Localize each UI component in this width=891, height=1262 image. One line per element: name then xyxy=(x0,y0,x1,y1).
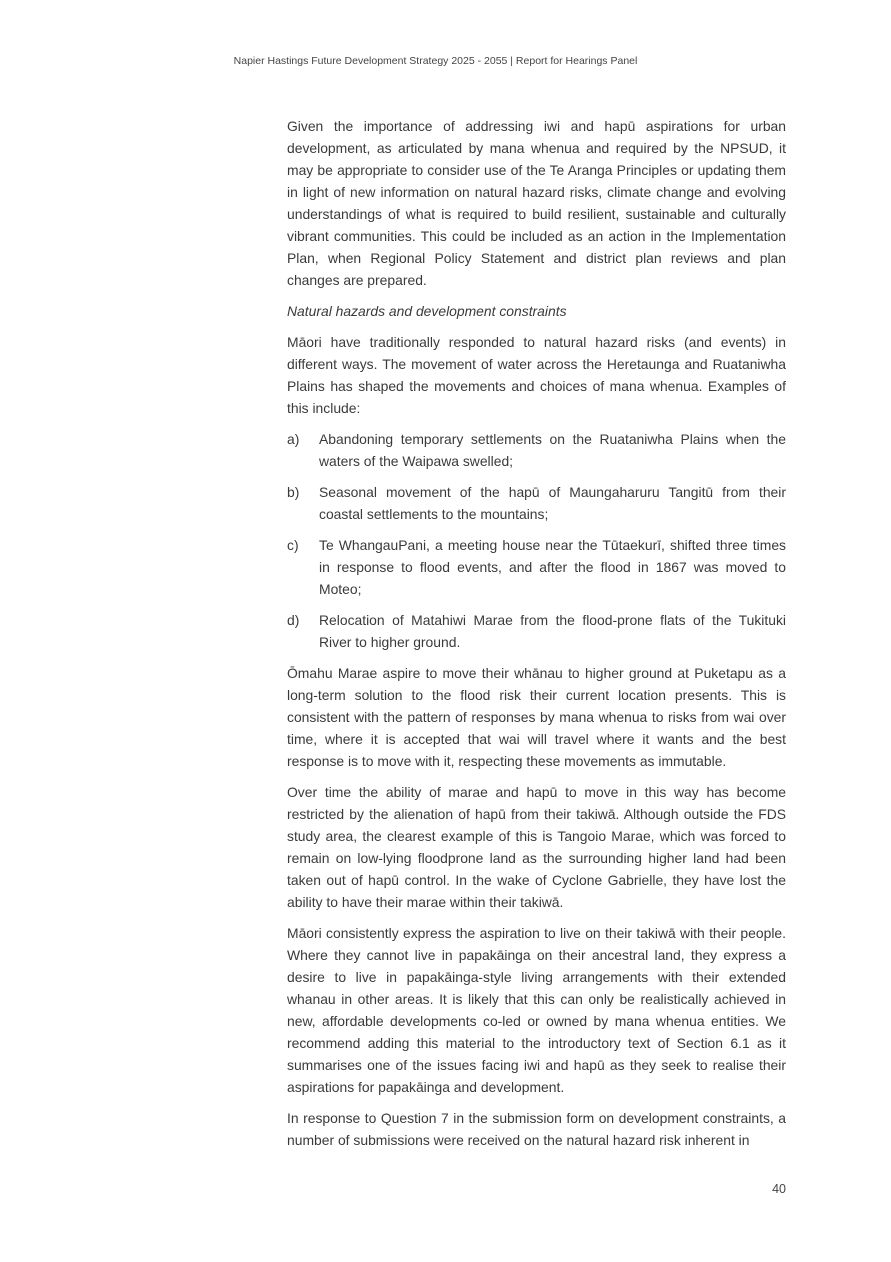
list-marker: b) xyxy=(287,484,300,500)
paragraph-intro: Māori have traditionally responded to natural hazard risks (and events) in different ways. The movement of water across the Heretaunga and Ruataniwha Plains has shaped the movements and choices of mana whenua. Examples of this include: xyxy=(287,334,786,416)
examples-list xyxy=(287,428,786,653)
list-item xyxy=(287,428,786,472)
paragraph-alienation: Over time the ability of marae and hapū to move in this way has become restricted by the alienation of hapū from their takiwā. Although outside the FDS study area, the clearest example of this is Tangoio Marae, which was forced to remain on low-lying floodprone land as the surrounding higher land had been taken out of hapū control. In the wake of Cyclone Gabrielle, they have lost the ability to have their marae within their takiwā. xyxy=(287,784,786,910)
paragraph-papakainga: Māori consistently express the aspiration to live on their takiwā with their people. Where they cannot live in papakāinga on their ancestral land, they express a desire to live in papakāinga-style living arrangements with their extended whanau in other areas. It is likely that this can only be realistically achieved in new, affordable developments co-led or owned by mana whenua entities. We recommend adding this material to the introductory text of Section 6.1 as it summarises one of the issues facing iwi and hapū as they seek to realise their aspirations for papakāinga and development. xyxy=(287,925,786,1095)
paragraph-question-7: In response to Question 7 in the submission form on development constraints, a number of submissions were received on the natural hazard risk inherent in xyxy=(287,1110,786,1148)
list-item xyxy=(287,534,786,600)
running-header: Napier Hastings Future Development Strategy 2025 - 2055 | Report for Hearings Panel xyxy=(233,55,638,67)
list-marker: a) xyxy=(287,431,300,447)
paragraph-te-aranga: Given the importance of addressing iwi and hapū aspirations for urban development, as articulated by mana whenua and required by the NPSUD, it may be appropriate to consider use of the Te Aranga Principles or updating them in light of new information on natural hazard risks, climate change and evolving understandings of what is required to build resilient, sustainable and culturally vibrant communities. This could be included as an action in the Implementation Plan, when Regional Policy Statement and district plan reviews and plan changes are prepared. xyxy=(287,118,786,288)
list-item-text: Te WhangauPani, a meeting house near the Tūtaekurī, shifted three times in response to flood events, and after the flood in 1867 was moved to Moteo; xyxy=(319,537,786,597)
list-item xyxy=(287,481,786,525)
list-item-text: Relocation of Matahiwi Marae from the flood-prone flats of the Tukituki River to higher ground. xyxy=(319,612,786,650)
list-item xyxy=(287,609,786,653)
list-item-text: Abandoning temporary settlements on the Ruataniwha Plains when the waters of the Waipawa swelled; xyxy=(319,431,786,469)
document-body xyxy=(287,115,786,1160)
paragraph-omahu-marae: Ōmahu Marae aspire to move their whānau to higher ground at Puketapu as a long-term solution to the flood risk their current location presents. This is consistent with the pattern of responses by mana whenua to risks from wai over time, where it is accepted that wai will travel where it wants and the best response is to move with it, respecting these movements as immutable. xyxy=(287,665,786,769)
section-subheading: Natural hazards and development constraints xyxy=(287,303,567,319)
list-marker: d) xyxy=(287,612,300,628)
list-marker: c) xyxy=(287,537,299,553)
page-number: 40 xyxy=(772,1182,786,1196)
list-item-text: Seasonal movement of the hapū of Maungaharuru Tangitū from their coastal settlements to the mountains; xyxy=(319,484,786,522)
